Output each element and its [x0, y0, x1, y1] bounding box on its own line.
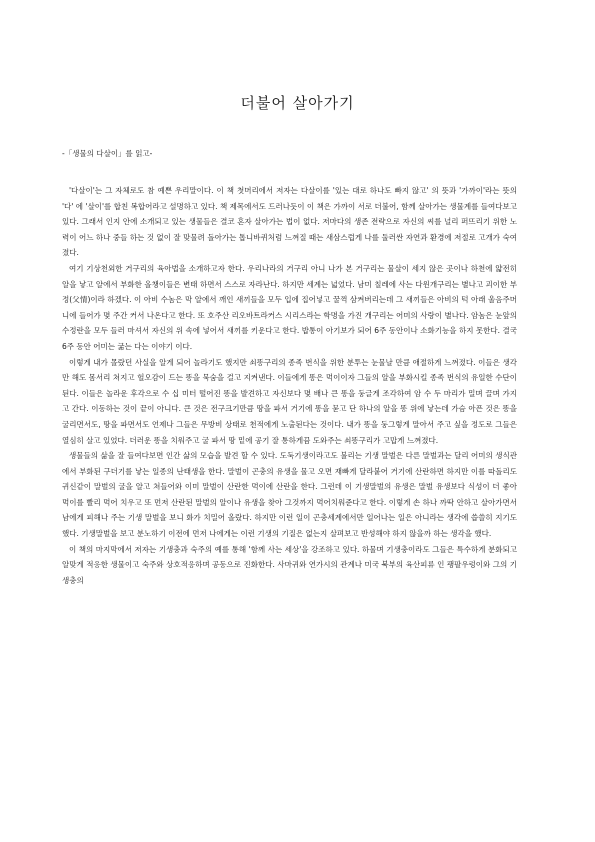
- body-paragraph: 여기 기상천외한 거구리의 육아법을 소개하고자 한다. 우리나라의 거구리 아니 나가 본 거구리는 물살이 세지 않은 곳이나 하천에 얇전히 알을 낳고 알에서 부화한 올챙이들은 변태 하면서 스스로 자라난다. 하지만 세계는 넓었다. 남미 칠레에 사는 다윈개구리는 별나고 괴이한 부정(父情)이라 하겠다. 이 아비 수놈은 막 알에서 깨인 새끼들을 모두 입에 집어넣고 꿀꺽 삼켜버리는데 그 새끼들은 아비의 턱 아래 울음주머니에 들어가 몇 주간 커서 나온다고 한다. 또 호주산 리오바트라커스 시리스라는 학명을 가진 개구리는 어미의 사랑이 별나다. 암놈은 눈앞의 수정란을 모두 들러 마셔서 자신의 위 속에 넣어서 새끼를 키운다고 한다. 밥통이 아기보가 되어 6주 동안이나 소화기능을 하지 못한다. 결국 6주 동안 어미는 굶는 다는 이야기 이다.: [62, 263, 517, 351]
- body-paragraph: 생물들의 삶을 잘 들여다보면 인간 삶의 모습을 발견 할 수 있다. 도둑기생이라고도 불리는 기생 말벌은 다른 말벌과는 달리 어미의 생식관에서 부화된 구더기를 낳는 일종의 난태생을 한다. 말벌이 곤충의 유생을 물고 오면 재빠게 달라붙어 거기에 산란하면 하지만 이를 따돌리도 귀신같이 말벌의 굴을 알고 쳐들어와 이미 말벌이 산란한 먹이에 산란을 한다. 그런데 이 기생말벌의 유생은 말벌 유생보다 식성이 더 좋아 먹이를 빨리 먹어 치우고 또 먼저 산란된 말벌의 알이나 유생을 찾아 그것까지 먹어치워준다고 한다. 이렇게 손 하나 까딱 안하고 살아가면서 남에게 피해나 주는 기생 말벌을 보니 화가 치밀어 올랐다. 하지만 이런 일이 곤충세계에서만 일어나는 일은 아니라는 생각에 씁쓸히 지기도 했다. 기생말벌을 보고 분노하기 이전에 먼저 나에게는 이런 기생의 기질은 없는지 살펴보고 반성해야 하지 않을까 하는 생각을 했다.: [62, 451, 517, 539]
- document-title: 더불어 살아가기: [240, 94, 355, 112]
- body-paragraph: 이렇게 내가 몰랐던 사실을 알게 되어 놀라기도 했지만 쇠똥구리의 종족 번식을 위한 분투는 눈물날 만큼 애절하게 느껴졌다. 이들은 생각만 해도 몸서리 쳐지고 헐오감이 드는 똥을 묵숨을 걸고 지켜낸다. 이들에게 똥은 먹이이자 그들의 알을 부화시킬 종족 번식의 유일한 수단이 된다. 이들은 놀라운 후각으로 수 십 미터 떨어진 똥을 발견하고 자신보다 몇 배나 큰 똥을 둥글게 조각하여 암 수 두 마리가 밀며 끌며 가지고 간다. 이동하는 것이 끝이 아니다. 큰 것은 전구크기만큼 땅을 파서 거기에 똥을 묻고 단 하나의 알을 똥 위에 낳는데 가슴 아픈 것은 똥을 굴리면서도, 땅을 파면서도 언제나 그들은 무방비 상태로 천적에게 노출된다는 것이다. 내가 똥을 둥그렇게 말아서 주고 싶을 정도로 그들은 열심히 살고 있었다. 더러운 똥을 치워주고 굴 파서 땅 밑에 공기 잘 통하게끔 도와주는 쇠똥구리가 고맙게 느껴졌다.: [62, 357, 517, 445]
- document-subtitle: -「생물의 다살이」를 읽고-: [62, 149, 153, 158]
- body-paragraph: '다살이'는 그 자체로도 참 예쁜 우리말이다. 이 책 첫머리에서 저자는 다살이를 '있는 대로 하나도 빠지 않고' 의 뜻과 '가까이'라는 뜻의 '다' 에 '살이'를 합친 복합어라고 설명하고 있다. 책 제목에서도 드러나듯이 이 책은 가까이 서로 더불어, 함께 살아가는 생물계를 들여다보고 있다. 그래서 인지 안에 소개되고 있는 생물들은 결코 혼자 살아가는 법이 없다. 저마다의 생존 전략으로 자신의 씨를 널리 퍼뜨리기 위한 노력이 어느 하나 중들 하는 것 없이 잘 맞물려 돌아가는 톱니바퀴처럼 느껴질 때는 새삼스럽게 나를 둘러싼 자연과 환경에 저절로 고개가 숙여졌다.: [62, 186, 517, 258]
- body-paragraph: 이 책의 마지막에서 저자는 기생충과 숙주의 예를 통해 '함께 사는 세상'을 강조하고 있다. 하물며 기생충이라도 그들은 특수하게 분화되고 알맞게 적응한 생물이고 숙주와 상호적응하며 공동으로 진화한다. 사마귀와 연가시의 관계나 미국 북부의 육산피류 인 팽팔우렁이와 그의 기생충의: [62, 544, 517, 585]
- document-body: [62, 183, 517, 588]
